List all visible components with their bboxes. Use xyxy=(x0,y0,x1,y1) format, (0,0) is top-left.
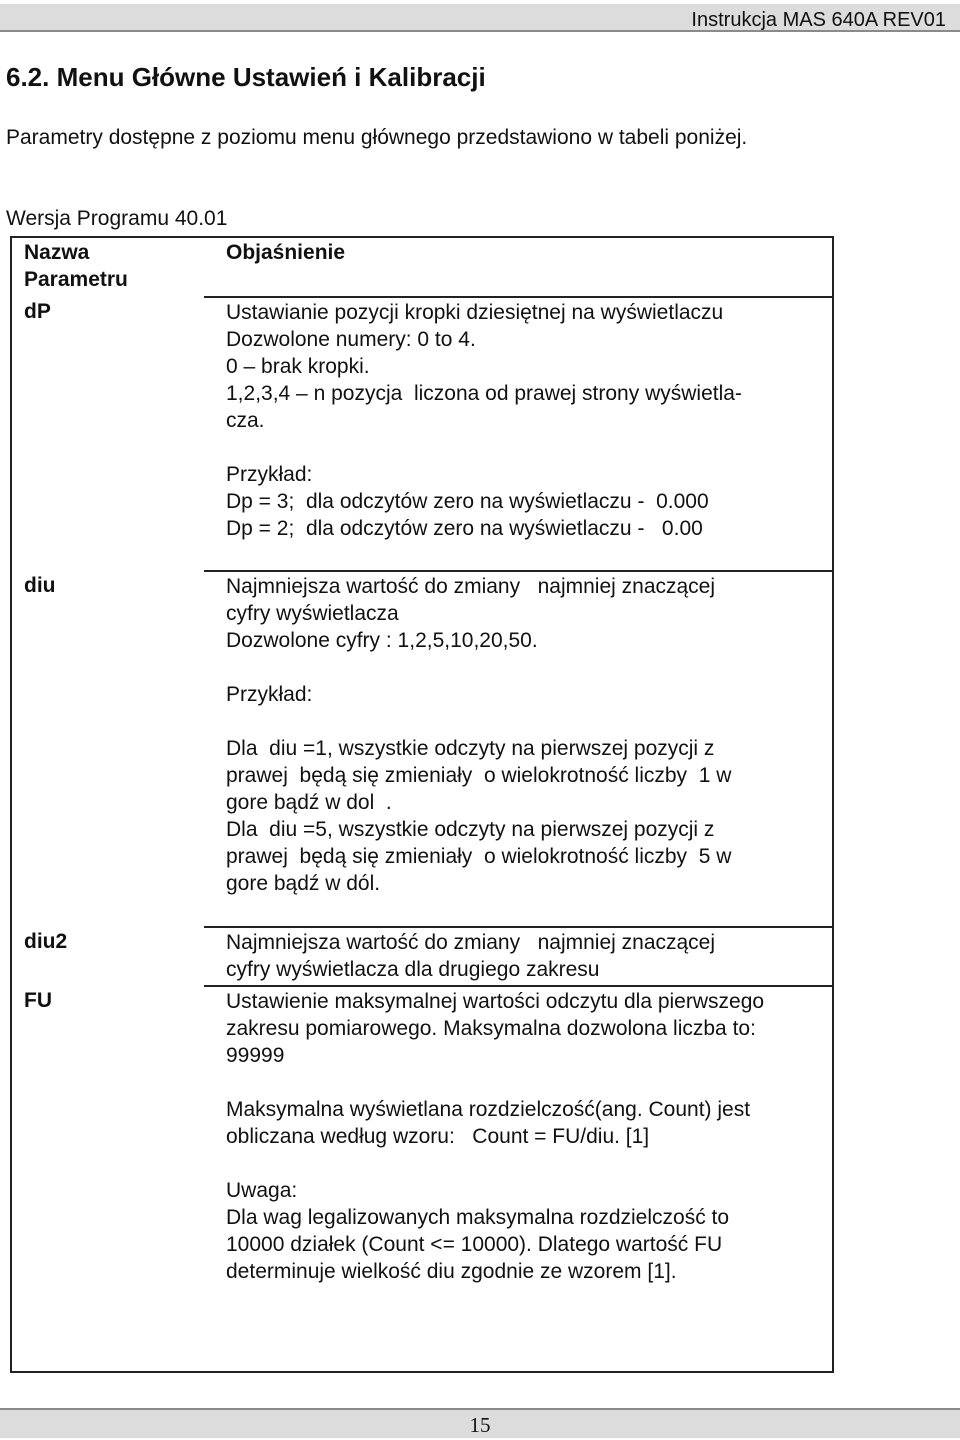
header-name-line2: Parametru xyxy=(24,268,128,291)
description-line: Najmniejsza wartość do zmiany najmniej znaczącej xyxy=(226,931,716,954)
description-line: 0 – brak kropki. xyxy=(226,355,370,378)
description-line: cyfry wyświetlacza dla drugiego zakresu xyxy=(226,958,600,981)
section-title: 6.2. Menu Główne Ustawień i Kalibracji xyxy=(6,62,486,92)
page-number: 15 xyxy=(469,1413,491,1437)
description-line: zakresu pomiarowego. Maksymalna dozwolona liczba to: xyxy=(226,1017,756,1040)
description-line: Dp = 3; dla odczytów zero na wyświetlaczu - 0.000 xyxy=(226,490,709,513)
param-name: dP xyxy=(24,300,51,323)
description-line: Dozwolone cyfry : 1,2,5,10,20,50. xyxy=(226,629,538,652)
intro-paragraph: Parametry dostępne z poziomu menu głównego przedstawiono w tabeli poniżej. xyxy=(6,126,748,149)
header-name-line1: Nazwa xyxy=(24,241,90,264)
header-desc-cell xyxy=(204,237,833,297)
param-name: FU xyxy=(24,989,52,1012)
page-header xyxy=(0,4,960,32)
description-line: Dp = 2; dla odczytów zero na wyświetlaczu - 0.00 xyxy=(226,517,703,540)
description-line: prawej będą się zmieniały o wielokrotność liczby 1 w xyxy=(226,764,732,787)
param-description xyxy=(204,927,833,986)
description-line: 1,2,3,4 – n pozycja liczona od prawej strony wyświetla- xyxy=(226,382,742,405)
table-header-row xyxy=(11,237,833,297)
description-line: 99999 xyxy=(226,1044,285,1067)
param-description xyxy=(204,297,833,571)
description-line: Ustawianie pozycji kropki dziesiętnej na wyświetlaczu xyxy=(226,301,724,324)
param-description xyxy=(204,986,833,1372)
description-line: 10000 działek (Count <= 10000). Dlatego wartość FU xyxy=(226,1233,723,1256)
description-line: Przykład: xyxy=(226,463,313,486)
table-row xyxy=(11,297,833,571)
header-desc: Objaśnienie xyxy=(226,241,346,264)
blank-line xyxy=(226,434,826,461)
header-title: Instrukcja MAS 640A REV01 xyxy=(691,9,946,31)
table-row xyxy=(11,986,833,1372)
description-line: prawej będą się zmieniały o wielokrotność liczby 5 w xyxy=(226,845,732,868)
param-name: diu2 xyxy=(24,930,68,953)
description-line: Dozwolone numery: 0 to 4. xyxy=(226,328,476,351)
blank-line xyxy=(226,708,826,735)
description-line: cyfry wyświetlacza xyxy=(226,602,399,625)
description-line: gore bądź w dol . xyxy=(226,791,392,814)
description-line: Uwaga: xyxy=(226,1179,298,1202)
parameters-table xyxy=(10,236,834,1373)
description-line: Przykład: xyxy=(226,683,313,706)
description-line: obliczana według wzoru: Count = FU/diu. [1] xyxy=(226,1125,650,1148)
param-name: diu xyxy=(24,574,56,597)
blank-line xyxy=(226,654,826,681)
description-line: Dla diu =5, wszystkie odczyty na pierwszej pozycji z xyxy=(226,818,715,841)
program-version: Wersja Programu 40.01 xyxy=(6,207,228,230)
description-line: determinuje wielkość diu zgodnie ze wzorem [1]. xyxy=(226,1260,677,1283)
description-line: cza. xyxy=(226,409,265,432)
description-line: Dla diu =1, wszystkie odczyty na pierwszej pozycji z xyxy=(226,737,715,760)
param-description xyxy=(204,571,833,927)
table-row xyxy=(11,927,833,986)
header-name-cell xyxy=(11,237,204,297)
description-line: gore bądź w dól. xyxy=(226,872,381,895)
blank-line xyxy=(226,1069,826,1096)
page-footer xyxy=(0,1408,960,1438)
description-line: Najmniejsza wartość do zmiany najmniej znaczącej xyxy=(226,575,716,598)
description-line: Ustawienie maksymalnej wartości odczytu dla pierwszego xyxy=(226,990,765,1013)
table-row xyxy=(11,571,833,927)
blank-line xyxy=(226,1150,826,1177)
description-line: Dla wag legalizowanych maksymalna rozdzielczość to xyxy=(226,1206,730,1229)
description-line: Maksymalna wyświetlana rozdzielczość(ang. Count) jest xyxy=(226,1098,751,1121)
